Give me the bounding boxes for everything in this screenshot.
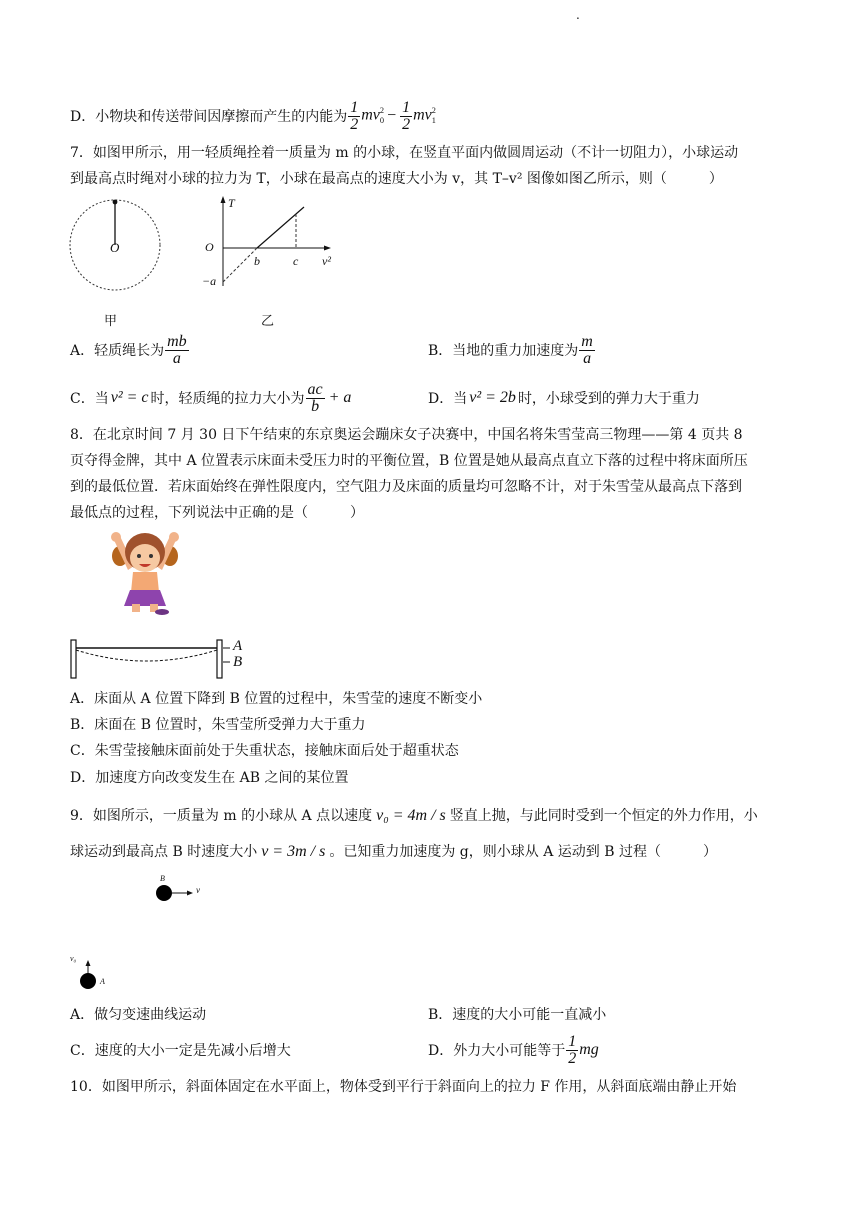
- q10-stem-line1: 10．如图甲所示，斜面体固定在水平面上，物体受到平行于斜面向上的拉力 F 作用，从斜面底端由静止开始: [70, 1079, 737, 1095]
- header-mark: .: [576, 8, 580, 22]
- q9-line2-pre: 球运动到最高点 B 时速度大小: [70, 844, 258, 860]
- q7-yi-b: b: [254, 254, 260, 268]
- q7-option-c-label: C．: [70, 391, 95, 407]
- q7-option-c: [70, 378, 351, 418]
- q7-option-d-cond: v² = 2b: [469, 389, 516, 406]
- q8-option-b: B．床面在 B 位置时，朱雪莹所受弹力大于重力: [70, 717, 366, 733]
- q6-term2-mv: mv: [413, 106, 432, 124]
- q8-stem-line3: 到的最低位置．若床面始终在弹性限度内，空气阻力及床面的质量均可忽略不计，对于朱雪莹从最高点下落到: [70, 479, 742, 495]
- q7-jia-center-o: O: [110, 240, 120, 255]
- q9-option-c: C．速度的大小一定是先减小后增大: [70, 1043, 291, 1059]
- q9-label-v0: v₀: [70, 954, 77, 963]
- q8-stem-line4: 最低点的过程，下列说法中正确的是（ ）: [70, 505, 364, 521]
- q7-option-c-tail: + a: [328, 389, 352, 406]
- q7-option-b-text: 当地的重力加速度为: [452, 343, 579, 359]
- q9-ball-b: [150, 876, 200, 906]
- q8-trampoline-diagram: [70, 638, 250, 682]
- q7-option-a-label: A．: [70, 343, 95, 359]
- q9-option-d-tail: mg: [579, 1041, 599, 1058]
- q9-ball-a: [76, 954, 116, 994]
- q7-figure-yi-graph: [200, 194, 340, 294]
- q8-label-a: A: [233, 638, 243, 654]
- q9-option-d: [428, 1030, 599, 1070]
- q7-yi-c: c: [293, 254, 299, 268]
- q6-term2-sup: 2: [431, 106, 436, 115]
- q9-line1-post: 竖直上抛，与此同时受到一个恒定的外力作用，小: [449, 808, 758, 824]
- q9-label-b: B: [160, 874, 165, 883]
- q7-option-c-frac: [306, 382, 325, 415]
- q9-option-d-frac: [566, 1034, 578, 1067]
- q6-frac1: [348, 100, 360, 133]
- q6-term1-sup: 2: [379, 106, 385, 115]
- q8-option-a: A．床面从 A 位置下降到 B 位置的过程中，朱雪莹的速度不断变小: [70, 691, 483, 707]
- q9-line2-eq: v = 3m / s: [261, 843, 326, 860]
- q8-option-c: C．朱雪莹接触床面前处于失重状态，接触床面后处于超重状态: [70, 743, 459, 759]
- q6-frac2-den: 2: [402, 115, 411, 133]
- q7-option-d-label: D．: [428, 391, 454, 407]
- q9-option-d-num: 1: [568, 1032, 577, 1050]
- q6-term1: [361, 106, 384, 126]
- q7-option-b-label: B．: [428, 343, 453, 359]
- q9-line1-pre: 9．如图所示，一质量为 m 的小球从 A 点以速度: [70, 808, 373, 824]
- q9-stem-line2: [70, 840, 717, 864]
- q8-athlete-illustration: [106, 526, 186, 616]
- q7-option-b-den: a: [583, 349, 592, 367]
- q7-option-a-frac: [165, 334, 189, 367]
- q7-option-d-pre: 当: [453, 391, 468, 407]
- q9-stem-line1: [70, 804, 758, 828]
- q6-term1-mv: mv: [361, 106, 380, 124]
- q7-option-d-tail: 时，小球受到的弹力大于重力: [517, 391, 700, 407]
- q7-yi-origin: O: [205, 240, 214, 254]
- q7-option-c-cond: v² = c: [110, 389, 149, 406]
- q9-option-d-den: 2: [568, 1049, 577, 1067]
- q6-minus: −: [387, 107, 397, 124]
- q7-option-a-num: mb: [167, 332, 187, 350]
- q7-option-b-num: m: [581, 332, 593, 350]
- q7-figure-jia-label: 甲: [104, 314, 118, 329]
- q7-option-c-mid: 时，轻质绳的拉力大小为: [150, 391, 305, 407]
- q9-line2-post: 。已知重力加速度为 g，则小球从 A 运动到 B 过程（ ）: [329, 844, 717, 860]
- q8-stem-line2: 页夺得金牌，其中 A 位置表示床面未受压力时的平衡位置，B 位置是她从最高点直立下落的过程中将床面所压: [70, 453, 748, 469]
- q7-figure-yi-label: 乙: [261, 314, 275, 329]
- q9-option-b: B．速度的大小可能一直减小: [428, 1007, 607, 1023]
- q8-label-b: B: [233, 654, 243, 670]
- q6-term2: [413, 106, 436, 126]
- q7-option-b: [428, 330, 596, 370]
- q6-frac2: [400, 100, 412, 133]
- q7-option-b-frac: [579, 334, 595, 367]
- q7-stem-line2: 到最高点时绳对小球的拉力为 T，小球在最高点的速度大小为 v，其 T–v² 图像如图乙所示，则（ ）: [70, 171, 723, 187]
- q7-option-a: [70, 330, 190, 370]
- q8-option-d: D．加速度方向改变发生在 AB 之间的某位置: [70, 770, 349, 786]
- q9-label-v: v: [196, 885, 200, 895]
- q6-option-d-label: D．: [70, 109, 96, 125]
- q7-option-a-den: a: [172, 349, 181, 367]
- q9-line1-eq: v₀ = 4m / s: [376, 807, 446, 824]
- q7-yi-axis-t: T: [228, 196, 235, 210]
- q6-frac1-den: 2: [350, 115, 359, 133]
- q9-option-d-text: D．外力大小可能等于: [428, 1043, 566, 1059]
- q6-option-d-text: 小物块和传送带间因摩擦而产生的内能为: [95, 109, 348, 125]
- q9-option-a: A．做匀变速曲线运动: [70, 1007, 207, 1023]
- q7-option-c-num: ac: [307, 380, 323, 398]
- q7-option-a-text: 轻质绳长为: [94, 343, 165, 359]
- q6-frac1-num: 1: [350, 98, 359, 116]
- q7-option-c-pre: 当: [94, 391, 109, 407]
- q8-stem-line1: 8．在北京时间 7 月 30 日下午结束的东京奥运会蹦床女子决赛中，中国名将朱雪莹高三物理——第 4 页共 8: [70, 427, 743, 443]
- q6-term2-sub: 1: [431, 116, 436, 125]
- q7-option-c-den: b: [311, 397, 320, 415]
- q7-yi-neg-a: −a: [202, 274, 217, 288]
- q7-option-d: [428, 378, 700, 418]
- q6-option-d: [70, 98, 436, 134]
- q7-yi-v2: v²: [322, 254, 331, 268]
- q6-frac2-num: 1: [402, 98, 411, 116]
- q6-term1-sub: 0: [379, 116, 385, 125]
- q9-label-a: A: [100, 977, 105, 986]
- q7-stem-line1: 7．如图甲所示，用一轻质绳拴着一质量为 m 的小球，在竖直平面内做圆周运动（不计一切阻力），小球运动: [70, 145, 739, 161]
